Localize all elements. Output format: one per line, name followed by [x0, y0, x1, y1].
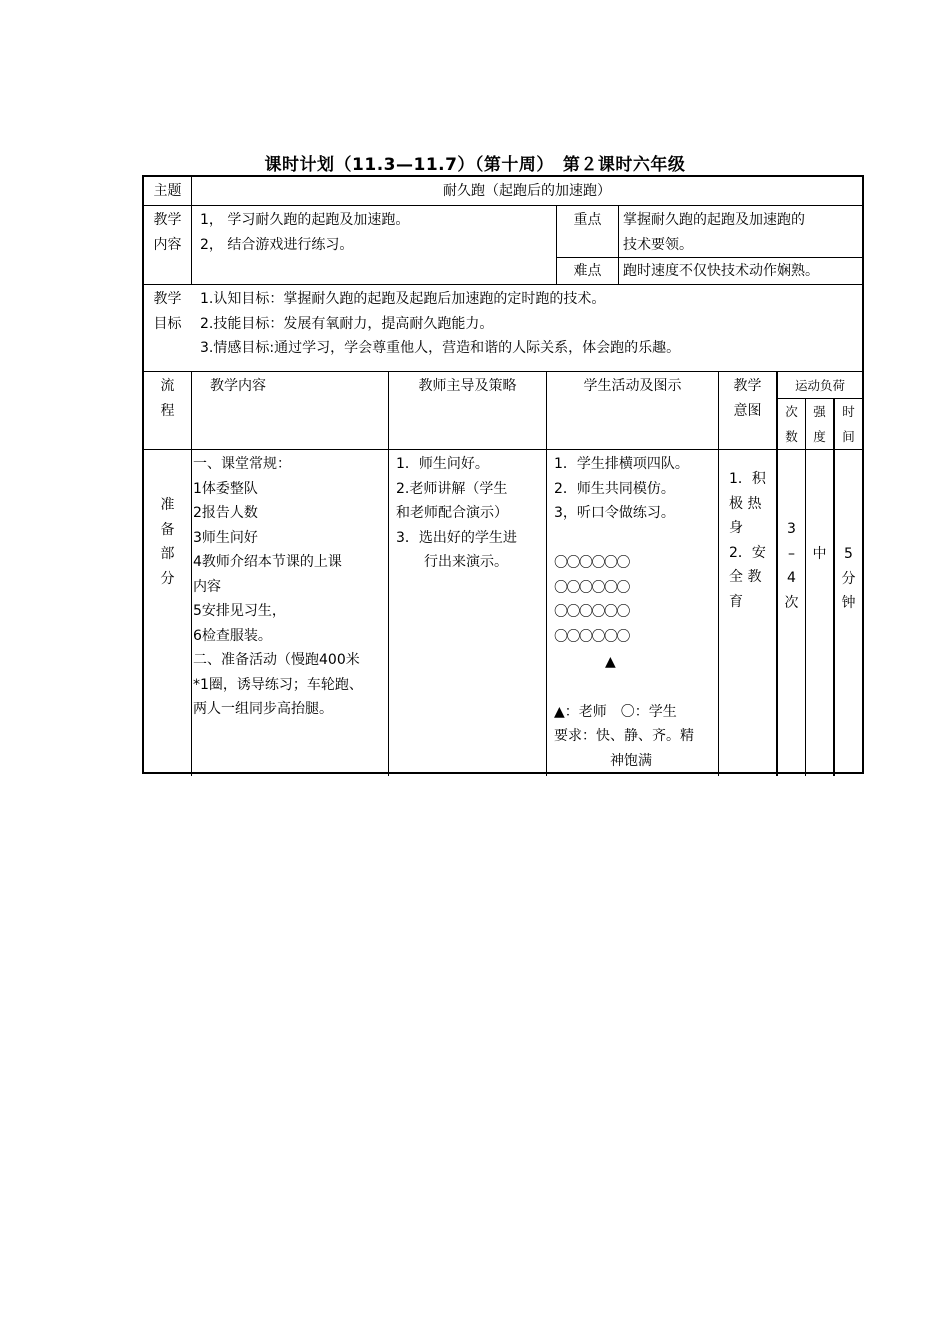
key-point-text: 掌握耐久跑的起跑及加速跑的 技术要领。: [623, 212, 805, 253]
theme-label: 主题: [153, 183, 182, 199]
lesson-plan-table: [142, 175, 864, 774]
header-time: 时 间: [842, 404, 855, 444]
col-line: [618, 205, 619, 284]
content-items: 1， 学习耐久跑的起跑及加速跑。 2， 结合游戏进行练习。: [200, 212, 410, 253]
header-intensity: 强 度: [813, 404, 826, 444]
theme-value: 耐久跑（起跑后的加速跑）: [443, 183, 611, 199]
prep-time: 5 分 钟: [841, 546, 856, 611]
prep-flow: 准 备 部 分: [160, 497, 175, 587]
header-flow: 流 程: [160, 378, 175, 419]
row-line: [556, 257, 862, 258]
prep-teacher: 1．师生问好。 2.老师讲解（学生 和老师配合演示） 3．选出好的学生进 行出来演示。: [396, 456, 517, 570]
header-teacher: 教师主导及策略: [418, 378, 517, 394]
col-line: [191, 371, 192, 776]
formation-legend: ▲：老师 〇：学生: [554, 704, 677, 720]
row-line: [144, 449, 862, 450]
content-label: 教学 内容: [153, 212, 182, 253]
prep-student: 1．学生排横项四队。 2．师生共同模仿。 3，听口令做练习。: [554, 456, 689, 521]
teacher-marker: ▲: [605, 654, 616, 670]
goals-label: 教学 目标: [153, 291, 182, 332]
header-load: 运动负荷: [794, 378, 845, 393]
row-line: [144, 371, 862, 372]
key-point-label: 重点: [573, 212, 602, 228]
difficulty-text: 跑时速度不仅快技术动作娴熟。: [623, 263, 819, 279]
col-line: [546, 371, 547, 776]
row-line: [144, 205, 862, 206]
row-line: [144, 284, 862, 285]
prep-count: 3 – 4 次: [784, 521, 799, 611]
goals-list: 1.认知目标：掌握耐久跑的起跑及起跑后加速跑的定时跑的技术。 2.技能目标：发展有氧耐力，提高耐久跑能力。 3.情感目标:通过学习，学会尊重他人，营造和谐的人际关系，体会跑的乐趣。: [200, 291, 681, 356]
prep-requirement: 要求：快、静、齐。精 神饱满: [554, 728, 694, 769]
prep-intent: 1．积 极 热 身 2．安 全 教 育: [729, 471, 766, 610]
prep-intensity: 中: [812, 546, 827, 562]
header-intent: 教学 意图: [733, 378, 762, 419]
header-student: 学生活动及图示: [583, 378, 682, 394]
col-line: [805, 398, 806, 776]
formation-diagram: 〇〇〇〇〇〇 〇〇〇〇〇〇 〇〇〇〇〇〇 〇〇〇〇〇〇: [554, 555, 629, 645]
col-line: [388, 371, 389, 776]
col-line: [718, 371, 719, 776]
page-title: 课时计划（11.3—11.7）（第十周） 第２课时六年级: [264, 155, 686, 175]
header-count: 次 数: [785, 404, 798, 444]
prep-content: 一、课堂常规： 1体委整队 2报告人数 3师生问好 4教师介绍本节课的上课 内容 5安排见习生， 6检查服装。 二、准备活动（慢跑400米 *1圈，诱导练习；车轮跑、 两人一组同步高抬腿。: [193, 456, 363, 717]
difficulty-label: 难点: [573, 263, 602, 279]
header-content: 教学内容: [210, 378, 266, 394]
